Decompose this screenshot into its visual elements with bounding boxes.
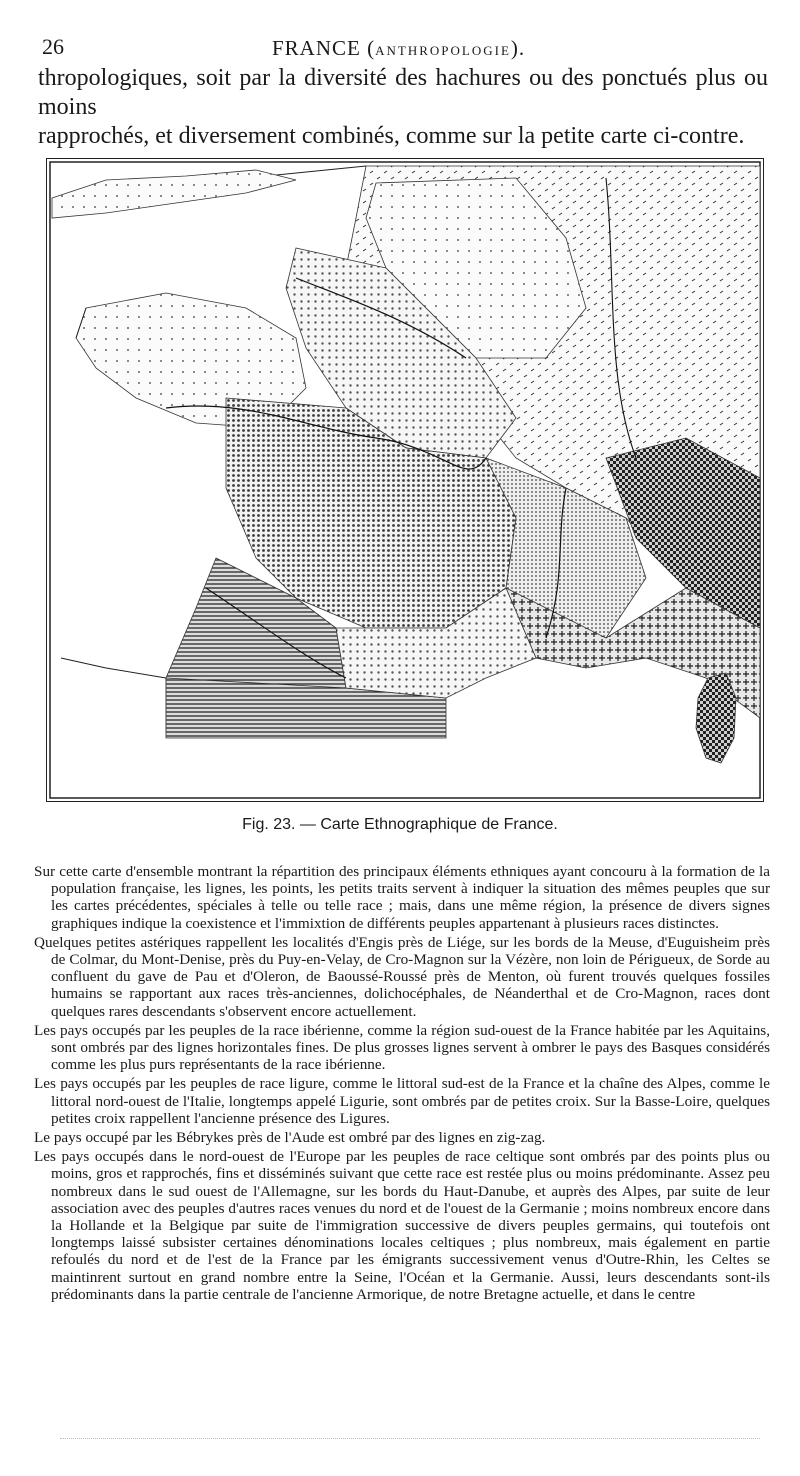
- running-head-smallcaps: ANTHROPOLOGIE: [375, 43, 511, 58]
- intro-text: [38, 64, 768, 151]
- paragraph-4: Les pays occupés par les peuples de race ligure, comme le littoral sud-est de la France et la chaîne des Alpes, comme le littoral nord-ouest de l'Italie, longtemps appelé Ligurie, sont ombrés par de petites croix. Sur la Basse-Loire, quelques petites croix rappellent l'ancienne présence des Ligures.: [34, 1075, 770, 1127]
- running-head-title: FRANCE (: [272, 36, 376, 60]
- intro-line-1: thropologiques, soit par la diversité des hachures ou des ponctués plus ou moins: [38, 65, 768, 120]
- paragraph-1: Sur cette carte d'ensemble montrant la répartition des principaux éléments ethniques ayant concouru à la formation de la population française, les lignes, les points, les petits traits servent à indiquer la situation des mêmes peuples que sur les cartes précédentes, spéciales à telle ou telle race ; mais, dans une même région, la présence de divers signes graphiques indique la coexistence et l'immixtion de différents peuples appartenant à plusieurs races distinctes.: [34, 863, 770, 932]
- paragraph-6: Les pays occupés dans le nord-ouest de l'Europe par les peuples de race celtique sont ombrés par des points plus ou moins, gros et rapprochés, fins et disséminés suivant que cette race est restée plus ou moins prédominante. Assez peu nombreux dans le sud ouest de l'Allemagne, sur les bords du Haut-Danube, et auprès des Alpes, par suite de leur association avec des peuples d'autres races venues du nord et de l'ouest de la Germanie ; moins nombreux encore dans la Hollande et la Belgique par suite de l'immigration successive de divers peuples germains, qui toutefois ont longtemps laissé subsister certaines dénominations locales celtiques ; plus nombreux, mais également en partie refoulés du nord et de l'est de la France par les émigrants successivement venus d'Outre-Rhin, les Celtes se maintinrent surtout en grand nombre entre la Seine, l'Océan et la Germanie. Aussi, leurs descendants sont-ils prédominants dans la partie centrale de l'ancienne Armorique, de notre Bretagne actuelle, et dans le centre: [34, 1148, 770, 1303]
- figure-caption: Fig. 23. — Carte Ethnographique de France.: [242, 816, 558, 833]
- running-head-close: ).: [510, 36, 526, 60]
- body-text: [34, 863, 770, 1305]
- page-bottom-rule: [60, 1438, 760, 1439]
- paragraph-3: Les pays occupés par les peuples de la race ibérienne, comme la région sud-ouest de la France habitée par les Aquitains, sont ombrés par des lignes horizontales fines. De plus grosses lignes servent à ombrer le pays des Basques considérés comme les plus purs représentants de la race ibérienne.: [34, 1021, 770, 1074]
- page-number: 26: [42, 34, 64, 59]
- running-head: [272, 36, 525, 61]
- paragraph-2: Quelques petites astériques rappellent les localités d'Engis près de Liége, sur les bords de la Meuse, d'Euguisheim près de Colmar, du Mont-Denise, près du Puy-en-Velay, de Cro-Magnon sur la Vézère, non loin de Périgueux, de Sorde au confluent du gave de Pau et d'Oleron, de Baoussé-Roussé près de Menton, où furent trouvés quelques fossiles humains se rapportant aux races très-anciennes, dolichocéphales, de Néanderthal et de Cro-Magnon, races dont quelques rares descendants s'observent encore actuellement.: [34, 933, 770, 1020]
- paragraph-5: Le pays occupé par les Bébrykes près de l'Aude est ombré par des lignes en zig-zag.: [34, 1129, 546, 1147]
- ethnographic-map-image: [46, 158, 764, 802]
- ethnographic-map-figure: [46, 158, 764, 802]
- intro-line-2: rapprochés, et diversement combinés, comme sur la petite carte ci-contre.: [38, 123, 745, 149]
